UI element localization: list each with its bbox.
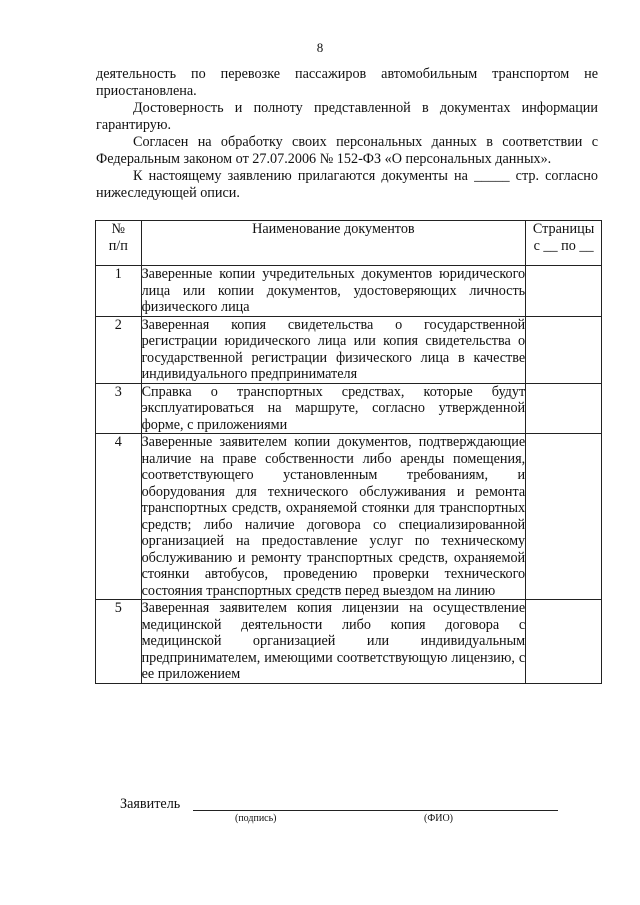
row-pages: [526, 383, 602, 434]
paragraph-attached-documents: К настоящему заявлению прилагаются документы на _____ стр. согласно нижеследующей описи.: [96, 168, 598, 201]
signature-line: [193, 810, 558, 811]
row-document-name: Заверенная заявителем копия лицензии на осуществление медицинской деятельности либо копия договора с медицинской организацией или индивидуальным предпринимателем, имеющими соответствующую лицензию, с ее приложением: [141, 600, 526, 682]
signature-caption: (подпись): [235, 813, 277, 824]
row-document-name: Заверенная копия свидетельства о государственной регистрации юридического лица или копия свидетельства о государственной регистрации физического лица в качестве индивидуального предпринимателя: [141, 316, 526, 382]
header-number-line1: №: [111, 221, 126, 237]
page-number: 8: [316, 40, 324, 55]
table-header-row: [96, 221, 602, 266]
table-row: [96, 316, 602, 383]
paragraph-personal-data-consent: Согласен на обработку своих персональных данных в соответствии с Федеральным законом от 27.07.2006 № 152-ФЗ «О персональных данных».: [96, 134, 598, 167]
header-pages-line1: Страницы: [532, 221, 595, 237]
header-pages: [526, 221, 602, 266]
row-pages: [526, 434, 602, 600]
row-document-name: Заверенные заявителем копии документов, подтверждающие наличие на праве собственности либо аренды помещения, соответствующего установленным требованиям, и оборудования для технического обслуживания и ремонта транспортных средств, охраняемой стоянки для транспортных средств; либо наличие договора со специализированной организацией на предоставление услуг по техническому обслуживанию и ремонту транспортных средств, охраняемой стоянки автобусов, проведению проверки технического состояния транспортных средств перед выездом на линию: [141, 434, 526, 599]
documents-table: [95, 220, 602, 684]
row-pages: [526, 316, 602, 383]
paragraph-accuracy-guarantee: Достоверность и полноту представленной в документах информации гарантирую.: [96, 100, 598, 133]
table-row: [96, 383, 602, 434]
row-number: 2: [96, 316, 142, 383]
row-number: 5: [96, 600, 142, 684]
row-number: 3: [96, 383, 142, 434]
table-row: [96, 434, 602, 600]
table-row: [96, 266, 602, 317]
full-name-caption: (ФИО): [424, 813, 454, 824]
header-number: [96, 221, 142, 266]
row-pages: [526, 266, 602, 317]
row-document-name: Заверенные копии учредительных документов юридического лица или копии документов, удостоверяющих личность физического лица: [141, 266, 526, 315]
header-pages-line2: с __ по __: [533, 237, 594, 254]
signature-block: [120, 796, 560, 812]
row-pages: [526, 600, 602, 684]
signature-label: Заявитель: [120, 796, 181, 812]
header-number-line2: п/п: [108, 237, 128, 254]
header-document-name: Наименование документов: [141, 221, 526, 266]
row-document-name: Справка о транспортных средствах, которые будут эксплуатироваться на маршруте, согласно утвержденной форме, с приложениями: [141, 383, 526, 433]
paragraph-activity-not-suspended: деятельность по перевозке пассажиров автомобильным транспортом не приостановлена.: [96, 66, 598, 99]
row-number: 4: [96, 434, 142, 600]
row-number: 1: [96, 266, 142, 317]
table-row: [96, 600, 602, 684]
